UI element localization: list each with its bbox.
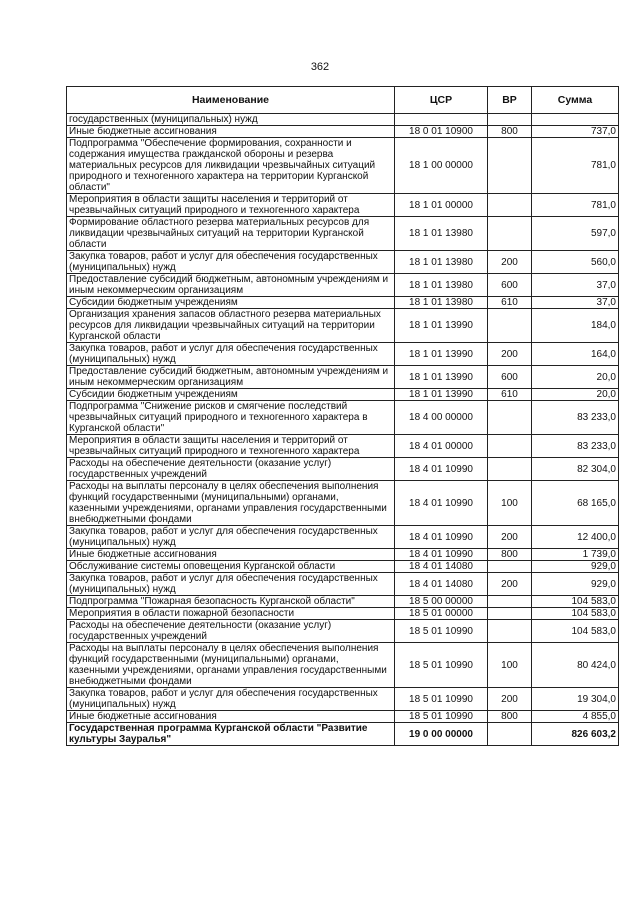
row-sum: 104 583,0 bbox=[532, 608, 619, 620]
header-sum: Сумма bbox=[532, 87, 619, 114]
table-row bbox=[67, 481, 619, 526]
row-sum: 560,0 bbox=[532, 251, 619, 274]
table-row bbox=[67, 573, 619, 596]
row-name: Иные бюджетные ассигнования bbox=[67, 126, 395, 138]
row-sum: 184,0 bbox=[532, 309, 619, 343]
table-row bbox=[67, 401, 619, 435]
row-vr: 200 bbox=[488, 573, 532, 596]
row-sum: 37,0 bbox=[532, 297, 619, 309]
row-name: Расходы на обеспечение деятельности (оказание услуг) государственных учреждений bbox=[67, 458, 395, 481]
row-name: Закупка товаров, работ и услуг для обеспечения государственных (муниципальных) нужд bbox=[67, 251, 395, 274]
row-sum: 83 233,0 bbox=[532, 435, 619, 458]
row-csr: 18 5 01 10990 bbox=[395, 711, 488, 723]
row-sum: 597,0 bbox=[532, 217, 619, 251]
row-sum: 82 304,0 bbox=[532, 458, 619, 481]
row-csr: 18 5 01 10990 bbox=[395, 643, 488, 688]
header-csr: ЦСР bbox=[395, 87, 488, 114]
row-name: государственных (муниципальных) нужд bbox=[67, 114, 395, 126]
row-csr: 18 4 01 00000 bbox=[395, 435, 488, 458]
row-name: Закупка товаров, работ и услуг для обеспечения государственных (муниципальных) нужд bbox=[67, 573, 395, 596]
row-vr: 200 bbox=[488, 251, 532, 274]
row-sum: 20,0 bbox=[532, 366, 619, 389]
row-csr: 18 4 01 10990 bbox=[395, 481, 488, 526]
row-csr: 18 1 00 00000 bbox=[395, 138, 488, 194]
table-row bbox=[67, 389, 619, 401]
row-vr bbox=[488, 596, 532, 608]
row-sum: 20,0 bbox=[532, 389, 619, 401]
row-name: Закупка товаров, работ и услуг для обеспечения государственных (муниципальных) нужд bbox=[67, 343, 395, 366]
table-row bbox=[67, 549, 619, 561]
row-vr: 200 bbox=[488, 526, 532, 549]
row-sum: 737,0 bbox=[532, 126, 619, 138]
row-name: Расходы на выплаты персоналу в целях обеспечения выполнения функций государственными (муниципальными) органами, казенными учреждениями, органами управления государственными внебюджетными фондами bbox=[67, 643, 395, 688]
table-row bbox=[67, 251, 619, 274]
row-vr: 600 bbox=[488, 274, 532, 297]
table-row bbox=[67, 343, 619, 366]
table-row bbox=[67, 126, 619, 138]
table-row bbox=[67, 114, 619, 126]
row-name: Субсидии бюджетным учреждениям bbox=[67, 297, 395, 309]
row-vr: 610 bbox=[488, 297, 532, 309]
row-csr: 18 5 01 10990 bbox=[395, 688, 488, 711]
row-name: Расходы на обеспечение деятельности (оказание услуг) государственных учреждений bbox=[67, 620, 395, 643]
row-csr: 18 4 01 10990 bbox=[395, 458, 488, 481]
row-csr: 18 1 01 13990 bbox=[395, 343, 488, 366]
row-vr: 200 bbox=[488, 688, 532, 711]
row-csr: 18 1 01 13990 bbox=[395, 366, 488, 389]
table-row bbox=[67, 297, 619, 309]
row-vr bbox=[488, 620, 532, 643]
row-vr bbox=[488, 608, 532, 620]
row-vr: 200 bbox=[488, 343, 532, 366]
row-sum: 164,0 bbox=[532, 343, 619, 366]
table-row bbox=[67, 643, 619, 688]
table-row bbox=[67, 596, 619, 608]
row-vr: 100 bbox=[488, 643, 532, 688]
row-csr: 18 4 01 14080 bbox=[395, 561, 488, 573]
table-row bbox=[67, 435, 619, 458]
row-sum: 929,0 bbox=[532, 561, 619, 573]
row-name: Расходы на выплаты персоналу в целях обеспечения выполнения функций государственными (муниципальными) органами, казенными учреждениями, органами управления государственными внебюджетными фондами bbox=[67, 481, 395, 526]
row-sum: 12 400,0 bbox=[532, 526, 619, 549]
row-sum: 68 165,0 bbox=[532, 481, 619, 526]
table-row bbox=[67, 274, 619, 297]
row-name: Закупка товаров, работ и услуг для обеспечения государственных (муниципальных) нужд bbox=[67, 526, 395, 549]
table-row bbox=[67, 711, 619, 723]
row-csr: 18 1 01 13990 bbox=[395, 389, 488, 401]
row-csr: 18 1 01 13980 bbox=[395, 297, 488, 309]
row-sum: 104 583,0 bbox=[532, 596, 619, 608]
header-name: Наименование bbox=[67, 87, 395, 114]
row-sum: 781,0 bbox=[532, 194, 619, 217]
row-vr bbox=[488, 309, 532, 343]
row-vr: 600 bbox=[488, 366, 532, 389]
row-name: Государственная программа Курганской области "Развитие культуры Зауралья" bbox=[67, 723, 395, 746]
row-vr bbox=[488, 401, 532, 435]
row-sum: 37,0 bbox=[532, 274, 619, 297]
row-vr bbox=[488, 138, 532, 194]
row-csr: 18 1 01 13980 bbox=[395, 274, 488, 297]
row-name: Подпрограмма "Обеспечение формирования, сохранности и содержания имущества гражданской обороны и резерва материальных ресурсов для ликвидации чрезвычайных ситуаций природного и техногенного характера на территории Курганской области" bbox=[67, 138, 395, 194]
row-csr: 18 4 00 00000 bbox=[395, 401, 488, 435]
row-sum: 826 603,2 bbox=[532, 723, 619, 746]
row-sum: 4 855,0 bbox=[532, 711, 619, 723]
row-sum bbox=[532, 114, 619, 126]
row-name: Иные бюджетные ассигнования bbox=[67, 711, 395, 723]
row-vr bbox=[488, 435, 532, 458]
row-vr: 800 bbox=[488, 126, 532, 138]
row-csr: 18 5 01 00000 bbox=[395, 608, 488, 620]
row-csr: 18 5 00 00000 bbox=[395, 596, 488, 608]
table-row bbox=[67, 620, 619, 643]
row-csr: 18 1 01 13980 bbox=[395, 217, 488, 251]
row-csr: 18 5 01 10990 bbox=[395, 620, 488, 643]
row-name: Организация хранения запасов областного резерва материальных ресурсов для ликвидации чрезвычайных ситуаций на территории Курганской области bbox=[67, 309, 395, 343]
row-csr: 18 4 01 14080 bbox=[395, 573, 488, 596]
table-row bbox=[67, 723, 619, 746]
row-vr bbox=[488, 194, 532, 217]
row-sum: 1 739,0 bbox=[532, 549, 619, 561]
row-csr: 18 4 01 10990 bbox=[395, 549, 488, 561]
row-vr bbox=[488, 114, 532, 126]
row-vr bbox=[488, 458, 532, 481]
row-name: Подпрограмма "Пожарная безопасность Курганской области" bbox=[67, 596, 395, 608]
table-row bbox=[67, 194, 619, 217]
row-vr bbox=[488, 561, 532, 573]
row-name: Мероприятия в области защиты населения и территорий от чрезвычайных ситуаций природного и техногенного характера bbox=[67, 194, 395, 217]
row-vr: 100 bbox=[488, 481, 532, 526]
row-name: Иные бюджетные ассигнования bbox=[67, 549, 395, 561]
table-row bbox=[67, 526, 619, 549]
table-row bbox=[67, 366, 619, 389]
budget-table bbox=[66, 86, 619, 746]
header-vr: ВР bbox=[488, 87, 532, 114]
row-vr: 610 bbox=[488, 389, 532, 401]
table-row bbox=[67, 458, 619, 481]
row-csr bbox=[395, 114, 488, 126]
table-row bbox=[67, 688, 619, 711]
row-sum: 104 583,0 bbox=[532, 620, 619, 643]
table-row bbox=[67, 217, 619, 251]
row-sum: 781,0 bbox=[532, 138, 619, 194]
table-row bbox=[67, 309, 619, 343]
row-csr: 19 0 00 00000 bbox=[395, 723, 488, 746]
row-sum: 19 304,0 bbox=[532, 688, 619, 711]
row-sum: 929,0 bbox=[532, 573, 619, 596]
row-name: Мероприятия в области защиты населения и территорий от чрезвычайных ситуаций природного и техногенного характера bbox=[67, 435, 395, 458]
row-sum: 80 424,0 bbox=[532, 643, 619, 688]
row-csr: 18 4 01 10990 bbox=[395, 526, 488, 549]
row-name: Предоставление субсидий бюджетным, автономным учреждениям и иным некоммерческим организациям bbox=[67, 274, 395, 297]
table-row bbox=[67, 608, 619, 620]
row-csr: 18 1 01 00000 bbox=[395, 194, 488, 217]
row-name: Подпрограмма "Снижение рисков и смягчение последствий чрезвычайных ситуаций природного и техногенного характера в Курганской области" bbox=[67, 401, 395, 435]
page-number: 362 bbox=[310, 61, 330, 73]
row-sum: 83 233,0 bbox=[532, 401, 619, 435]
row-name: Обслуживание системы оповещения Курганской области bbox=[67, 561, 395, 573]
row-name: Предоставление субсидий бюджетным, автономным учреждениям и иным некоммерческим организациям bbox=[67, 366, 395, 389]
row-csr: 18 0 01 10900 bbox=[395, 126, 488, 138]
row-name: Субсидии бюджетным учреждениям bbox=[67, 389, 395, 401]
row-vr: 800 bbox=[488, 549, 532, 561]
row-csr: 18 1 01 13980 bbox=[395, 251, 488, 274]
row-name: Формирование областного резерва материальных ресурсов для ликвидации чрезвычайных ситуаций на территории Курганской области bbox=[67, 217, 395, 251]
row-name: Мероприятия в области пожарной безопасности bbox=[67, 608, 395, 620]
row-vr bbox=[488, 217, 532, 251]
table-body bbox=[67, 114, 619, 746]
row-name: Закупка товаров, работ и услуг для обеспечения государственных (муниципальных) нужд bbox=[67, 688, 395, 711]
table-row bbox=[67, 561, 619, 573]
row-vr bbox=[488, 723, 532, 746]
table-row bbox=[67, 138, 619, 194]
row-csr: 18 1 01 13990 bbox=[395, 309, 488, 343]
row-vr: 800 bbox=[488, 711, 532, 723]
table-header-row bbox=[67, 87, 619, 114]
